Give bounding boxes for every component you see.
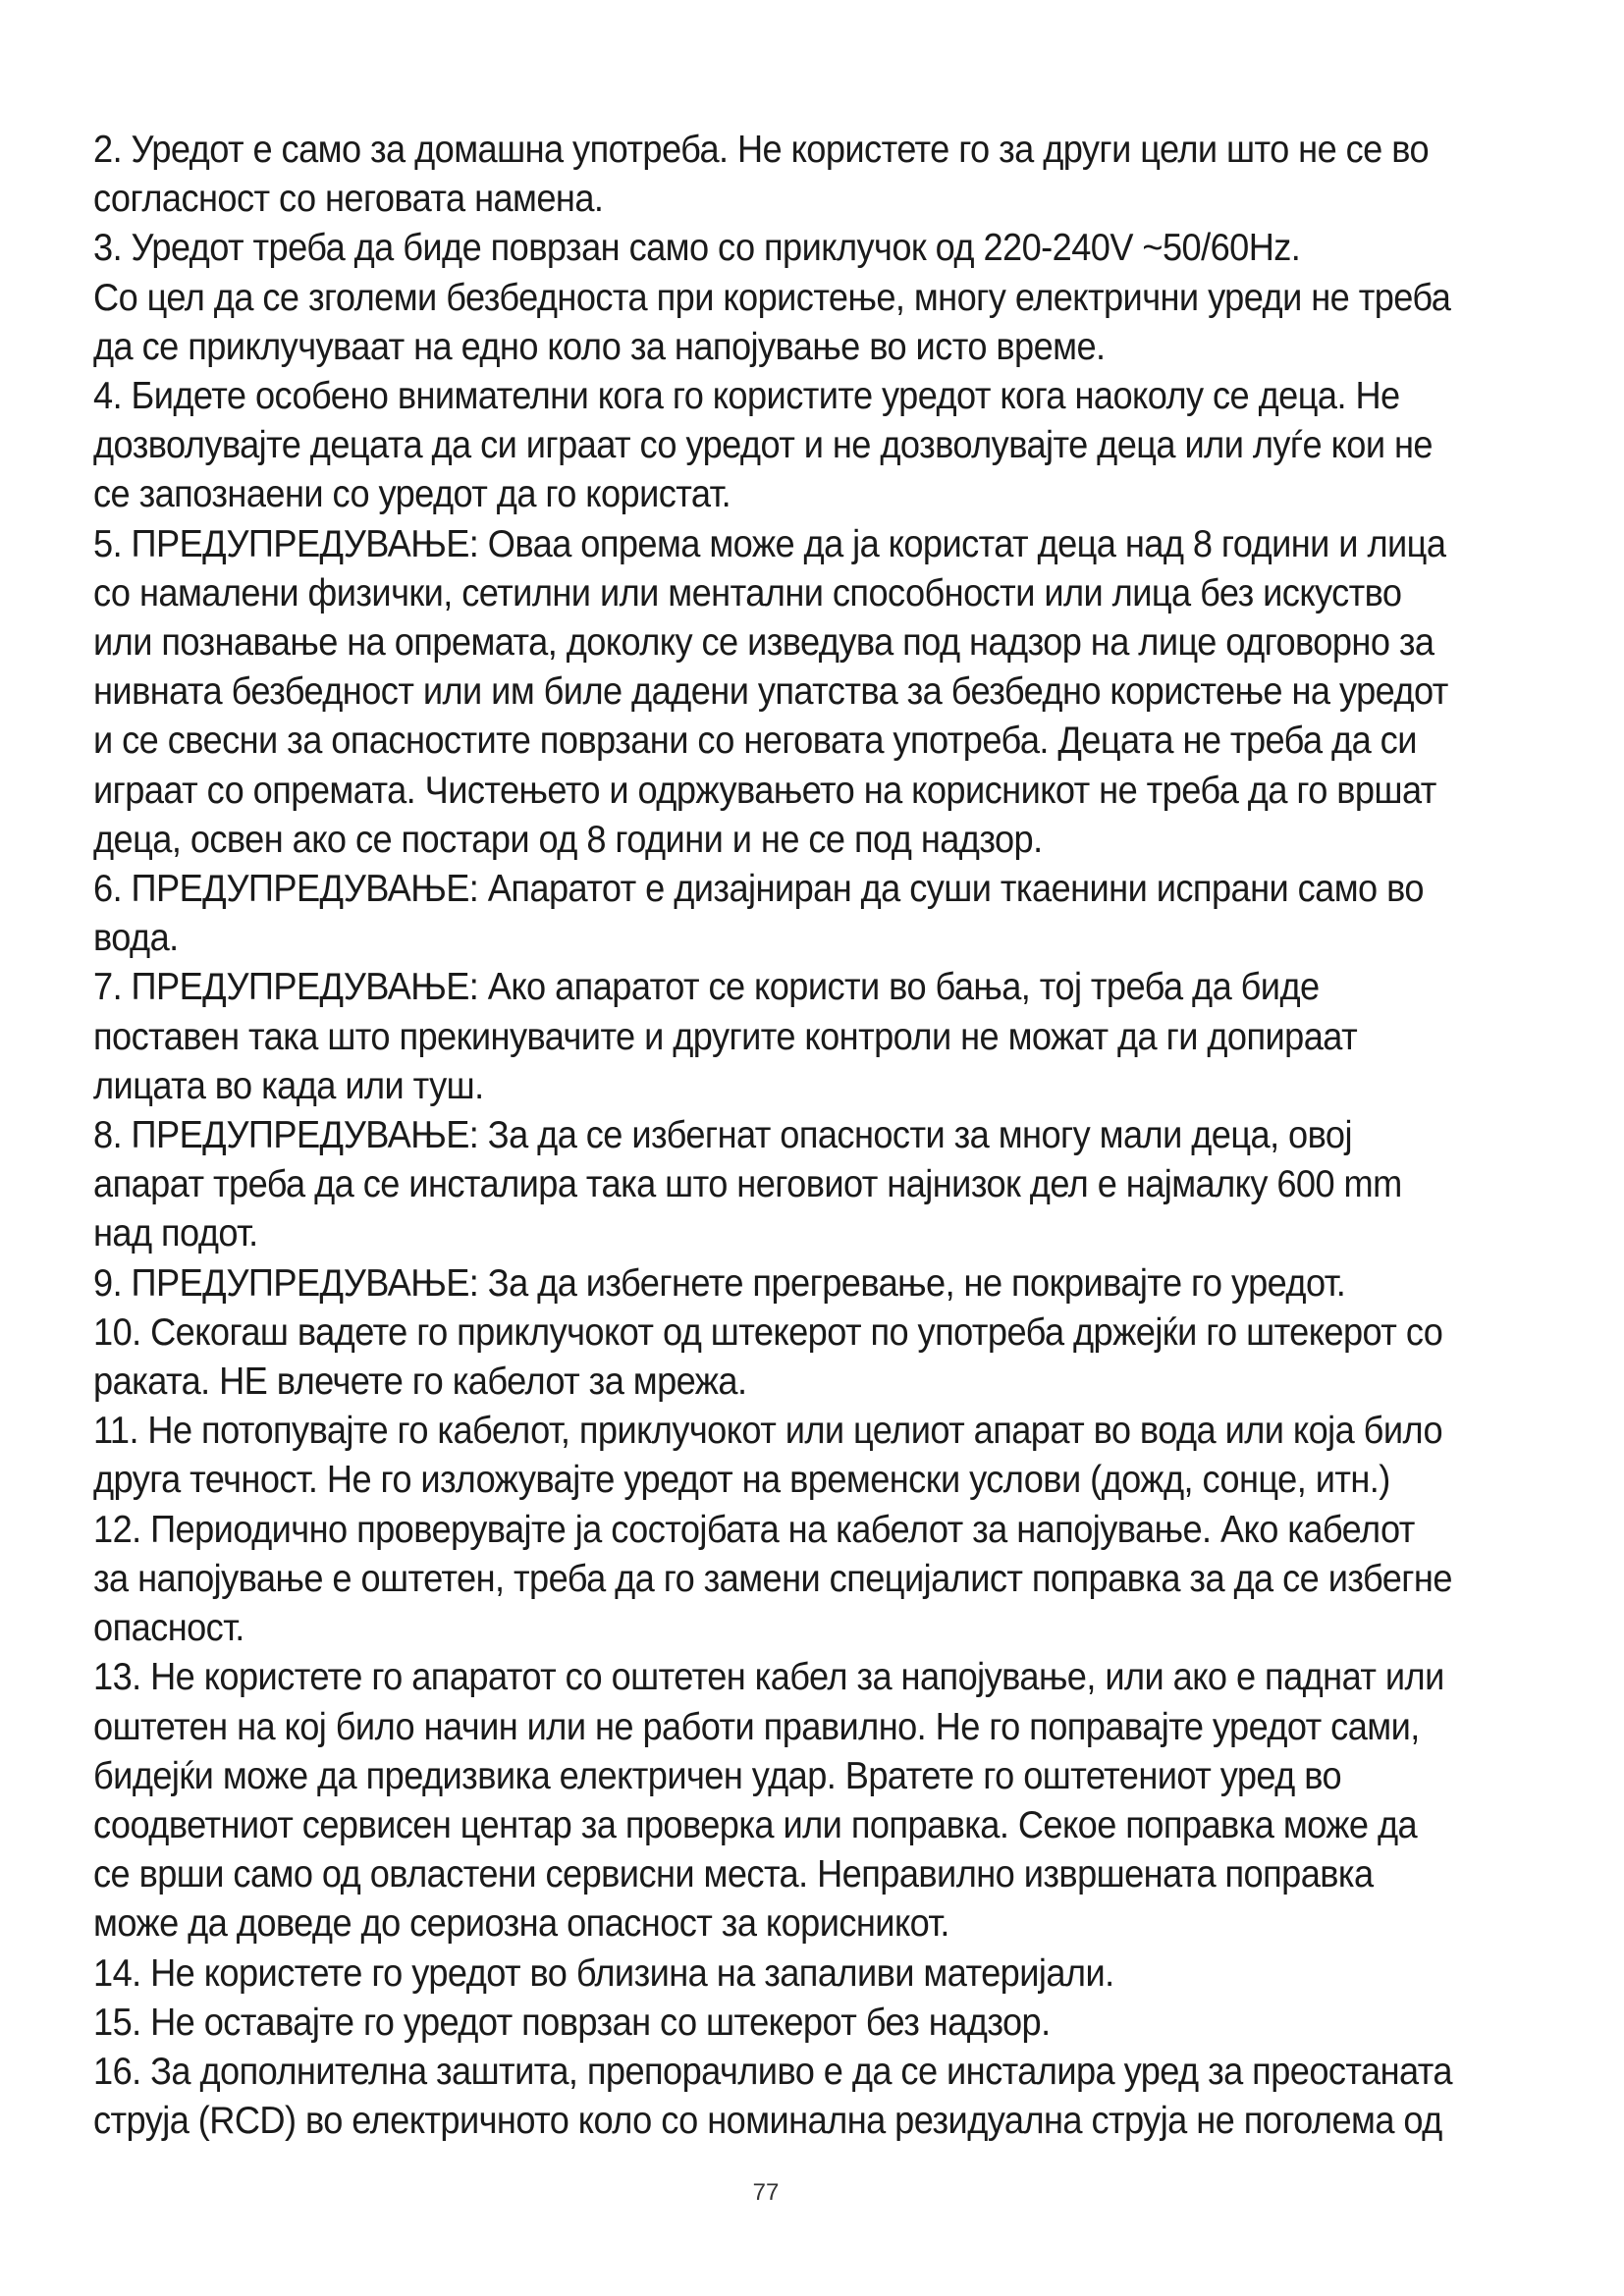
text-line: 14. Не користете го уредот во близина на запаливи материјали. — [93, 1951, 1114, 1995]
text-line: Со цел да се зголеми безбедноста при користење, многу електрични уреди не треба — [93, 276, 1451, 319]
text-line: апарат треба да се инсталира така што неговиот најнизок дел е најмалку 600 mm — [93, 1163, 1402, 1206]
text-line: 7. ПРЕДУПРЕДУВАЊЕ: Ако апаратот се користи во бања, тој треба да биде — [93, 966, 1320, 1009]
text-line: над подот. — [93, 1212, 258, 1255]
text-line: за напојување е оштетен, треба да го замени специјалист поправка за да се избегне — [93, 1557, 1452, 1600]
text-line: опасност. — [93, 1607, 244, 1650]
text-line: 12. Периодично проверувајте ја состојбата на кабелот за напојување. Ако кабелот — [93, 1508, 1415, 1551]
text-line: лицата во када или туш. — [93, 1064, 484, 1107]
text-line: или познавање на опремата, доколку се изведува под надзор на лице одговорно за — [93, 621, 1435, 665]
text-line: 11. Не потопувајте го кабелот, приклучокот или целиот апарат во вода или која било — [93, 1410, 1443, 1453]
text-line: вода. — [93, 917, 179, 960]
text-line: играат со опремата. Чистењето и одржувањето на корисникот не треба да го вршат — [93, 769, 1436, 812]
text-line: со намалени физички, сетилни или ментални способности или лица без искуство — [93, 571, 1402, 614]
text-line: 4. Бидете особено внимателни кога го користите уредот кога наоколу се деца. Не — [93, 375, 1400, 418]
text-line: деца, освен ако се постари од 8 години и не се под надзор. — [93, 818, 1043, 861]
text-line: може да доведе до сериозна опасност за корисникот. — [93, 1902, 949, 1946]
text-line: 10. Секогаш вадете го приклучокот од штекерот по употреба држејќи го штекерот со — [93, 1310, 1443, 1354]
text-line: 8. ПРЕДУПРЕДУВАЊЕ: За да се избегнат опасности за многу мали деца, овој — [93, 1114, 1352, 1157]
text-line: друга течност. Не го изложувајте уредот на временски услови (дожд, сонце, итн.) — [93, 1459, 1390, 1502]
text-line: се врши само од овластени сервисни места. Неправилно извршената поправка — [93, 1853, 1374, 1896]
text-line: раката. НЕ влечете го кабелот за мрежа. — [93, 1361, 747, 1404]
document-body — [93, 126, 1546, 2146]
text-line: 3. Уредот треба да биде поврзан само со приклучок од 220-240V ~50/60Hz. — [93, 227, 1301, 270]
text-line: 16. За дополнителна заштита, препорачливо е да се инсталира уред за преостаната — [93, 2050, 1452, 2093]
text-line: и се свесни за опасностите поврзани со неговата употреба. Децата не треба да си — [93, 720, 1417, 763]
text-line: бидејќи може да предизвика електричен удар. Вратете го оштетениот уред во — [93, 1754, 1342, 1797]
text-line: струја (RCD) во електричното коло со номинална резидуална струја не поголема од — [93, 2100, 1442, 2143]
text-line: поставен така што прекинувачите и другите контроли не можат да ги допираат — [93, 1015, 1358, 1058]
text-line: оштетен на кој било начин или не работи правилно. Не го поправајте уредот сами, — [93, 1705, 1420, 1748]
text-line: 2. Уредот е само за домашна употреба. Не користете го за други цели што не се во — [93, 129, 1430, 171]
text-line: дозволувајте децата да си играат со уредот и не дозволувајте деца или луѓе кои не — [93, 424, 1433, 467]
text-line: 6. ПРЕДУПРЕДУВАЊЕ: Апаратот е дизајниран да суши ткаенини испрани само во — [93, 868, 1424, 911]
text-line: се запознаени со уредот да го користат. — [93, 473, 731, 516]
text-line: 9. ПРЕДУПРЕДУВАЊЕ: За да избегнете прегревање, не покривајте го уредот. — [93, 1261, 1346, 1305]
text-line: соодветниот сервисен центар за проверка или поправка. Секое поправка може да — [93, 1803, 1418, 1846]
text-line: 15. Не оставајте го уредот поврзан со штекерот без надзор. — [93, 2001, 1051, 2044]
text-line: нивната безбедност или им биле дадени упатства за безбедно користење на уредот — [93, 670, 1448, 714]
text-line: согласност со неговата намена. — [93, 178, 604, 221]
page-number: 77 — [752, 2179, 780, 2206]
text-line: да се приклучуваат на едно коло за напојување во исто време. — [93, 325, 1106, 368]
text-line: 13. Не користете го апаратот со оштетен кабел за напојување, или ако е паднат или — [93, 1656, 1444, 1699]
text-line: 5. ПРЕДУПРЕДУВАЊЕ: Оваа опрема може да ја користат деца над 8 години и лица — [93, 522, 1446, 565]
